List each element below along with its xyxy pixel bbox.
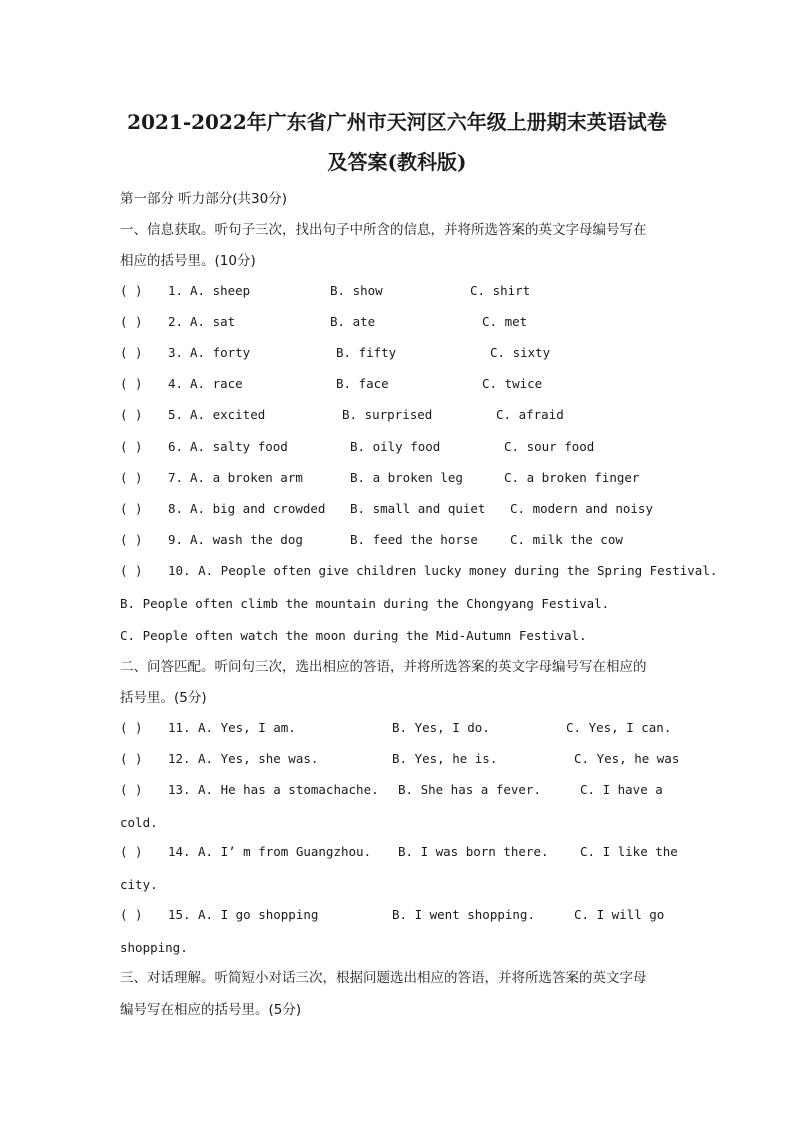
option-a: A. sat	[190, 314, 236, 329]
question-row-3	[120, 345, 700, 363]
answer-bracket[interactable]: ( )	[120, 283, 143, 298]
answer-bracket[interactable]: ( )	[120, 470, 143, 485]
option-c: C. sour food	[504, 439, 595, 454]
answer-bracket[interactable]: ( )	[120, 751, 143, 766]
option-a: A. salty food	[190, 439, 288, 454]
question-row-5	[120, 407, 700, 425]
question-text: 10. A. People often give children lucky money during the Spring Festival.	[168, 563, 718, 578]
answer-bracket[interactable]: ( )	[120, 720, 143, 735]
option-c: C. milk the cow	[510, 532, 623, 547]
question-number: 12.	[168, 751, 191, 766]
option-c: C. met	[482, 314, 528, 329]
question-number: 14.	[168, 844, 191, 859]
document-title-line1: 2021-2022年广东省广州市天河区六年级上册期末英语试卷	[127, 110, 667, 134]
question-number: 8.	[168, 501, 184, 516]
part-heading: 第一部分 听力部分(共30分)	[120, 191, 288, 207]
option-c: C. afraid	[496, 407, 564, 422]
option-c: C. sixty	[490, 345, 551, 360]
option-c: C. Yes, I can.	[566, 720, 672, 735]
option-b: B. ate	[330, 314, 376, 329]
question-number: 3.	[168, 345, 184, 360]
option-a: A. a broken arm	[190, 470, 303, 485]
question-number: 6.	[168, 439, 184, 454]
option-a: A. I’ m from Guangzhou.	[198, 844, 372, 859]
question-13-continuation: cold.	[120, 815, 158, 830]
answer-bracket[interactable]: ( )	[120, 563, 143, 578]
option-b: B. a broken leg	[350, 470, 463, 485]
question-row-14	[120, 844, 700, 862]
question-number: 9.	[168, 532, 184, 547]
answer-bracket[interactable]: ( )	[120, 439, 143, 454]
question-10-option-c: C. People often watch the moon during the Mid-Autumn Festival.	[120, 628, 587, 643]
question-row-13	[120, 782, 700, 800]
question-row-2	[120, 314, 700, 332]
question-row-9	[120, 532, 700, 550]
answer-bracket[interactable]: ( )	[120, 532, 143, 547]
question-row-12	[120, 751, 700, 769]
option-a: A. wash the dog	[190, 532, 303, 547]
option-a: A. He has a stomachache.	[198, 782, 379, 797]
option-b: B. small and quiet	[350, 501, 486, 516]
option-a: A. race	[190, 376, 243, 391]
answer-bracket[interactable]: ( )	[120, 376, 143, 391]
section1-instruction-line2: 相应的括号里。(10分)	[120, 253, 256, 269]
option-c: C. I have a	[580, 782, 663, 797]
section3-instruction-line2: 编号写在相应的括号里。(5分)	[120, 1002, 302, 1018]
option-c: C. I like the	[580, 844, 678, 859]
question-number: 4.	[168, 376, 184, 391]
section2-instruction-line2: 括号里。(5分)	[120, 690, 207, 706]
document-title-line2: 及答案(教科版)	[327, 150, 467, 174]
answer-bracket[interactable]: ( )	[120, 501, 143, 516]
question-15-continuation: shopping.	[120, 940, 188, 955]
option-b: B. She has a fever.	[398, 782, 541, 797]
option-b: B. oily food	[350, 439, 441, 454]
option-b: B. Yes, I do.	[392, 720, 490, 735]
section2-instruction-line1: 二、问答匹配。听问句三次，选出相应的答语，并将所选答案的英文字母编号写在相应的	[120, 659, 647, 675]
question-14-continuation: city.	[120, 877, 158, 892]
question-row-10	[120, 563, 720, 581]
question-row-7	[120, 470, 700, 488]
option-a: A. forty	[190, 345, 251, 360]
option-c: C. a broken finger	[504, 470, 640, 485]
option-b: B. face	[336, 376, 389, 391]
option-b: B. fifty	[336, 345, 397, 360]
answer-bracket[interactable]: ( )	[120, 844, 143, 859]
option-b: B. feed the horse	[350, 532, 478, 547]
section3-instruction-line1: 三、对话理解。听简短小对话三次，根据问题选出相应的答语，并将所选答案的英文字母	[120, 970, 647, 986]
section1-instruction-line1: 一、信息获取。听句子三次，找出句子中所含的信息，并将所选答案的英文字母编号写在	[120, 222, 647, 238]
answer-bracket[interactable]: ( )	[120, 314, 143, 329]
option-b: B. surprised	[342, 407, 433, 422]
option-b: B. show	[330, 283, 383, 298]
question-row-11	[120, 720, 700, 738]
question-number: 11.	[168, 720, 191, 735]
option-a: A. excited	[190, 407, 266, 422]
question-number: 5.	[168, 407, 184, 422]
question-row-1	[120, 283, 700, 301]
question-row-4	[120, 376, 700, 394]
question-number: 13.	[168, 782, 191, 797]
question-number: 2.	[168, 314, 184, 329]
question-row-6	[120, 439, 700, 457]
question-number: 15.	[168, 907, 191, 922]
question-number: 1.	[168, 283, 184, 298]
option-c: C. I will go	[574, 907, 665, 922]
answer-bracket[interactable]: ( )	[120, 907, 143, 922]
question-10-option-b: B. People often climb the mountain during the Chongyang Festival.	[120, 596, 610, 611]
option-a: A. sheep	[190, 283, 251, 298]
option-b: B. I was born there.	[398, 844, 549, 859]
answer-bracket[interactable]: ( )	[120, 345, 143, 360]
option-c: C. modern and noisy	[510, 501, 653, 516]
option-c: C. shirt	[470, 283, 531, 298]
option-a: A. I go shopping	[198, 907, 319, 922]
answer-bracket[interactable]: ( )	[120, 782, 143, 797]
question-number: 7.	[168, 470, 184, 485]
option-b: B. Yes, he is.	[392, 751, 498, 766]
option-a: A. Yes, I am.	[198, 720, 296, 735]
option-c: C. Yes, he was	[574, 751, 680, 766]
question-row-8	[120, 501, 700, 519]
answer-bracket[interactable]: ( )	[120, 407, 143, 422]
option-c: C. twice	[482, 376, 543, 391]
option-a: A. big and crowded	[190, 501, 326, 516]
option-b: B. I went shopping.	[392, 907, 535, 922]
option-a: A. Yes, she was.	[198, 751, 319, 766]
question-row-15	[120, 907, 700, 925]
